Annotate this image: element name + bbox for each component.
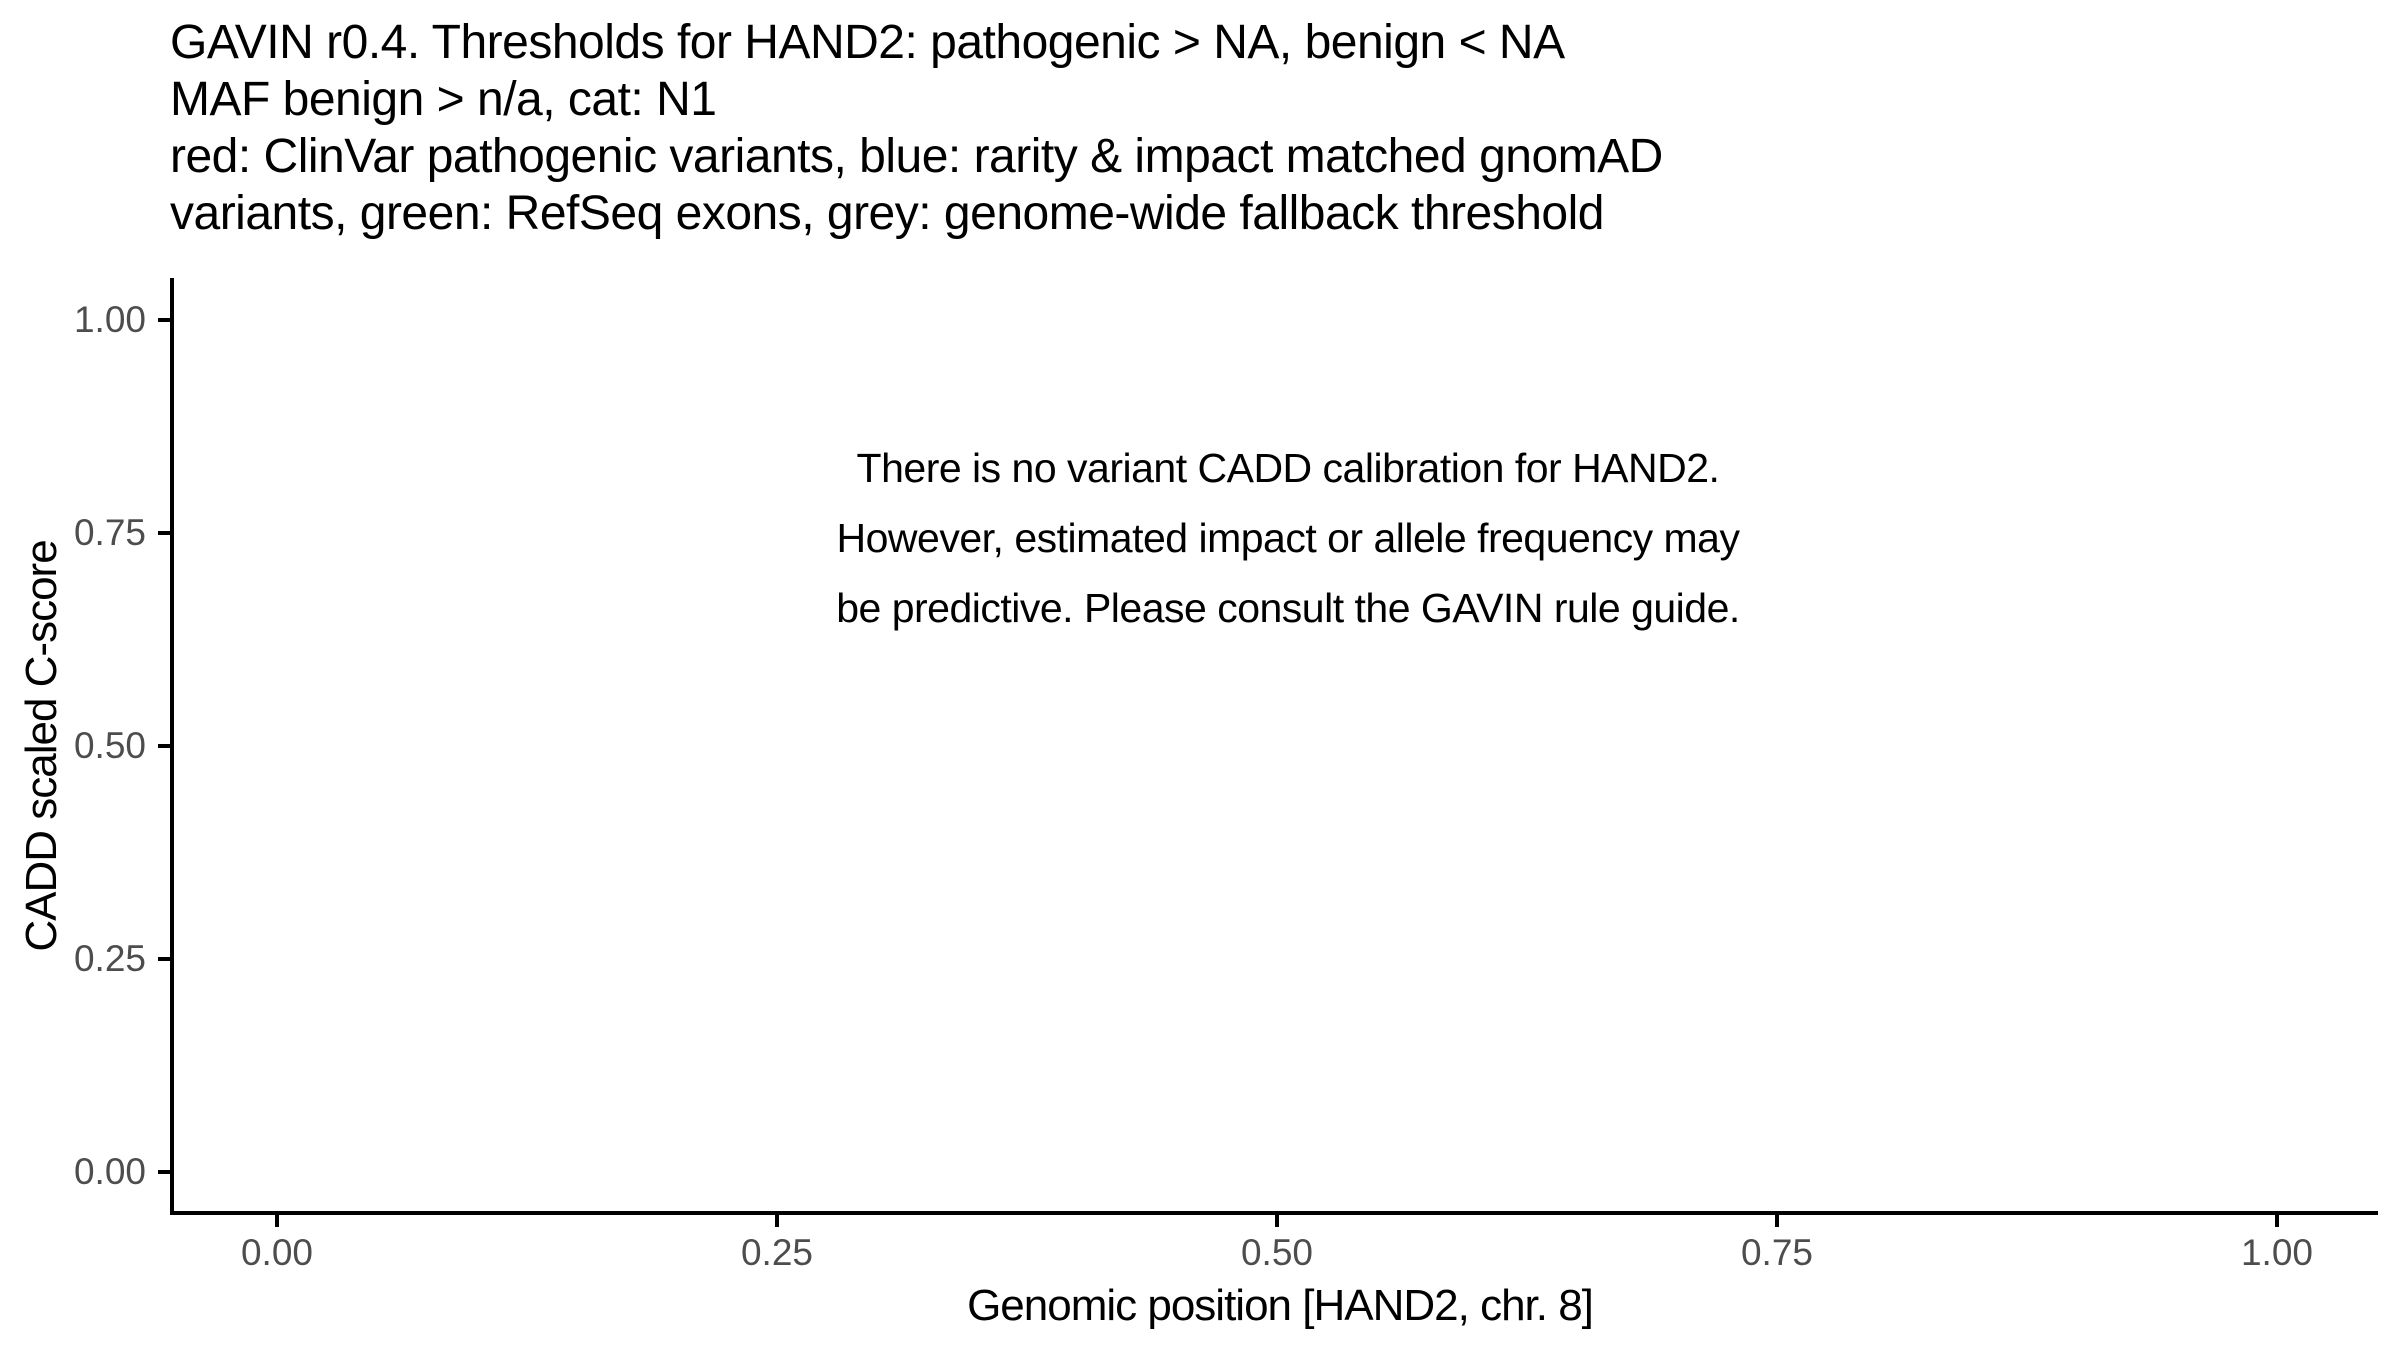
annotation-line-3: be predictive. Please consult the GAVIN rule guide. <box>836 585 1740 631</box>
y-axis-title: CADD scaled C-score <box>17 540 66 952</box>
plot-title-line-3: red: ClinVar pathogenic variants, blue: rarity & impact matched gnomAD <box>170 130 1663 183</box>
y-tick-label: 1.00 <box>73 299 146 340</box>
plot-title-line-1: GAVIN r0.4. Thresholds for HAND2: pathogenic > NA, benign < NA <box>170 16 1565 69</box>
y-tick-mark <box>158 957 171 961</box>
x-axis-title: Genomic position [HAND2, chr. 8] <box>967 1281 1593 1330</box>
plot-title-line-4: variants, green: RefSeq exons, grey: genome-wide fallback threshold <box>170 187 1604 240</box>
annotation-line-1: There is no variant CADD calibration for HAND2. <box>856 445 1720 491</box>
x-tick-mark <box>275 1214 279 1227</box>
x-tick-label: 1.00 <box>2240 1232 2313 1273</box>
x-tick-label: 0.00 <box>240 1232 313 1273</box>
x-tick-label: 0.25 <box>740 1232 813 1273</box>
y-tick-label: 0.00 <box>73 1151 146 1192</box>
x-tick-mark <box>2275 1214 2279 1227</box>
y-tick-mark <box>158 1170 171 1174</box>
y-tick-mark <box>158 318 171 322</box>
no-calibration-annotation <box>288 433 2288 643</box>
y-tick-mark <box>158 744 171 748</box>
x-axis-line <box>170 1211 2378 1215</box>
x-tick-mark <box>775 1214 779 1227</box>
x-tick-label: 0.75 <box>1740 1232 1813 1273</box>
plot-title-line-2: MAF benign > n/a, cat: N1 <box>170 73 717 126</box>
y-tick-mark <box>158 531 171 535</box>
x-tick-label: 0.50 <box>1240 1232 1313 1273</box>
y-tick-label: 0.75 <box>73 512 146 553</box>
x-tick-mark <box>1275 1214 1279 1227</box>
y-tick-label: 0.25 <box>73 938 146 979</box>
y-tick-label: 0.50 <box>73 725 146 766</box>
annotation-line-2: However, estimated impact or allele frequency may <box>836 515 1740 561</box>
x-tick-mark <box>1775 1214 1779 1227</box>
plot-title <box>170 14 1663 242</box>
